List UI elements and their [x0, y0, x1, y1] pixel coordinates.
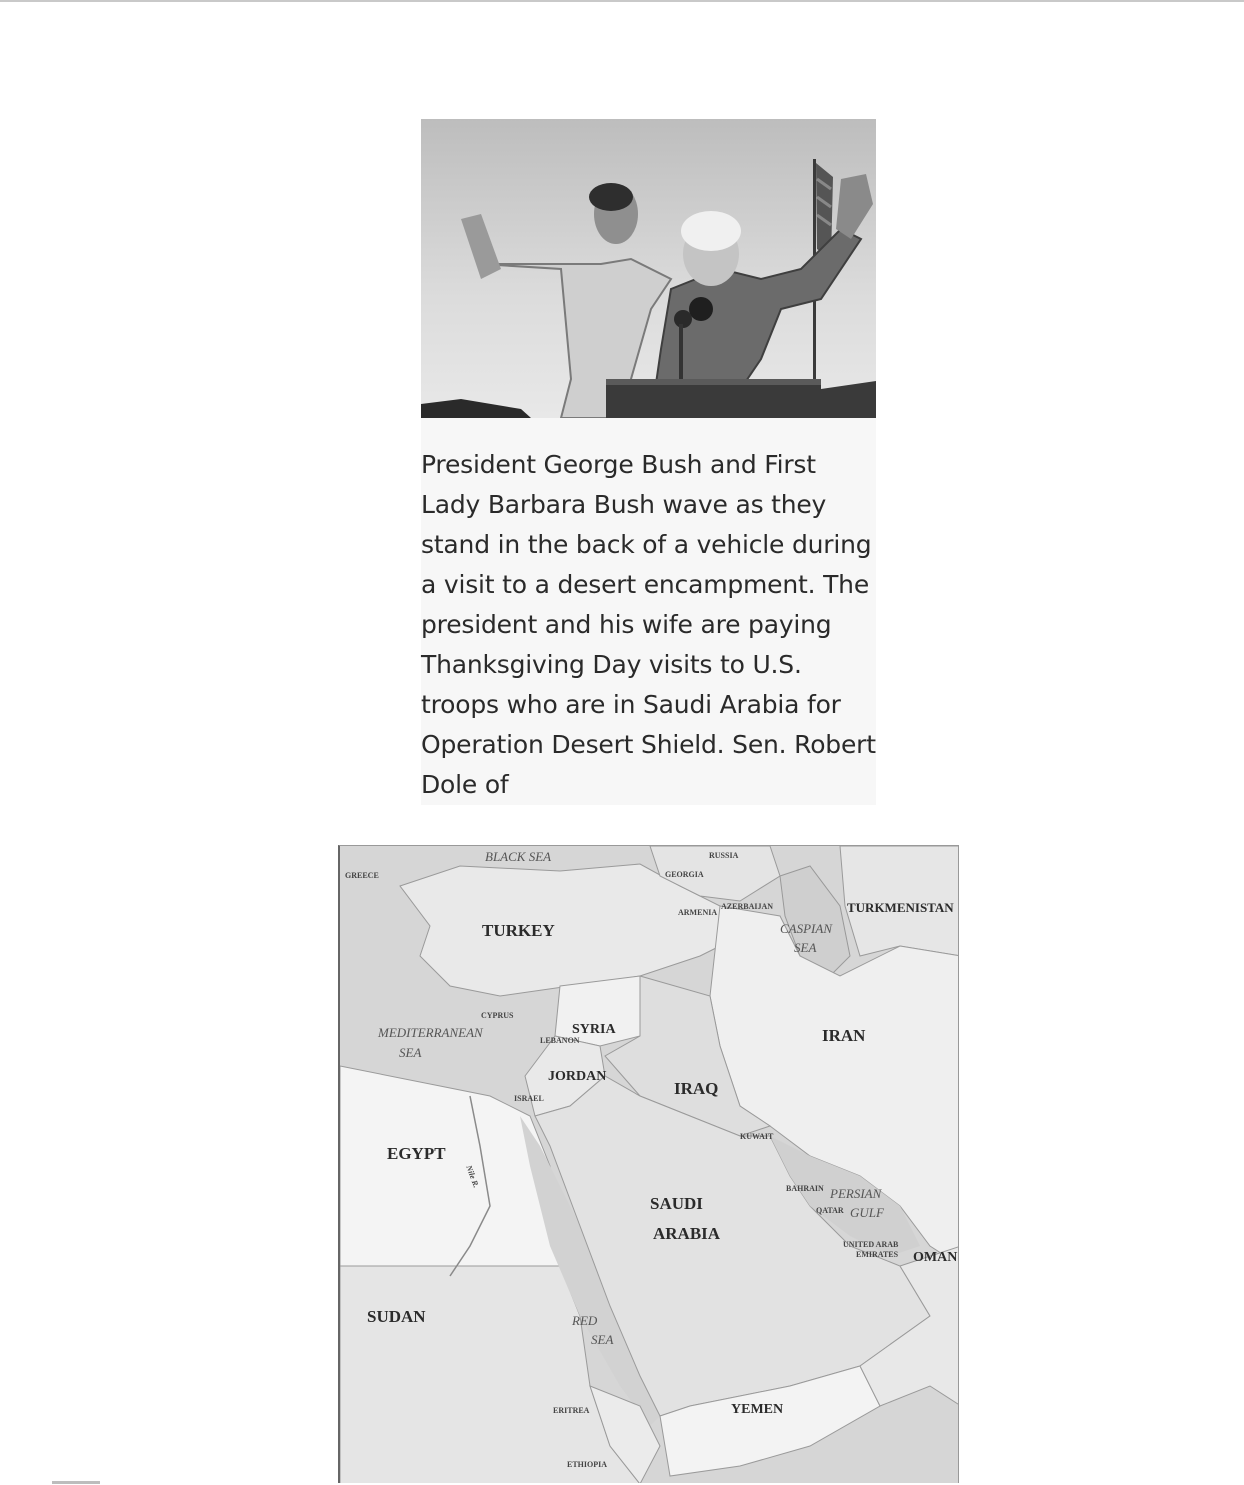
egypt-label: EGYPT — [387, 1144, 446, 1163]
russia-label: RUSSIA — [709, 851, 739, 860]
yemen-label: YEMEN — [731, 1402, 784, 1417]
bottom-edge-mark — [52, 1481, 100, 1484]
azerbaijan-label: AZERBAIJAN — [721, 902, 774, 911]
red-sea-label-line2: SEA — [591, 1332, 614, 1347]
black-sea-label: BLACK SEA — [485, 849, 552, 864]
syria-label: SYRIA — [572, 1022, 616, 1037]
sudan-label: SUDAN — [367, 1307, 426, 1326]
top-divider — [0, 0, 1244, 2]
mediterranean-label-line2: SEA — [399, 1045, 422, 1060]
persian-gulf-label-line1: PERSIAN — [830, 1186, 882, 1201]
bush-photo — [421, 119, 876, 418]
photo-illustration — [421, 119, 876, 418]
caspian-label-line2: SEA — [794, 940, 817, 955]
bahrain-label: BAHRAIN — [786, 1184, 824, 1193]
eritrea-label: ERITREA — [553, 1406, 590, 1415]
turkmenistan-label: TURKMENISTAN — [847, 900, 954, 915]
uae-label-line1: UNITED ARAB — [843, 1240, 899, 1249]
georgia-label: GEORGIA — [665, 870, 704, 879]
saudi-label-line2: ARABIA — [653, 1224, 721, 1243]
nile-label: Nile R. — [464, 1164, 481, 1189]
iraq-label: IRAQ — [674, 1079, 719, 1098]
mediterranean-label-line1: MEDITERRANEAN — [378, 1025, 483, 1040]
uae-label-line2: EMIRATES — [856, 1250, 899, 1259]
ethiopia-label: ETHIOPIA — [567, 1460, 608, 1469]
caspian-label-line1: CASPIAN — [780, 921, 832, 936]
kuwait-label: KUWAIT — [740, 1132, 774, 1141]
jordan-label: JORDAN — [548, 1069, 607, 1084]
armenia-label: ARMENIA — [678, 908, 718, 917]
lebanon-label: LEBANON — [540, 1036, 580, 1045]
photo-caption: President George Bush and First Lady Barbara Bush wave as they stand in the back of a vehicle during a visit to a desert encampment. The president and his wife are paying Thanksgiving Day visits to U.S. troops who are in Saudi Arabia for Operation Desert Shield. Sen. Robert Dole of — [421, 450, 876, 799]
israel-label: ISRAEL — [514, 1094, 544, 1103]
saudi-label-line1: SAUDI — [650, 1194, 703, 1213]
qatar-label: QATAR — [816, 1206, 844, 1215]
middle-east-map — [338, 845, 959, 1483]
persian-gulf-label-line2: GULF — [850, 1205, 884, 1220]
cyprus-label: CYPRUS — [481, 1011, 514, 1020]
red-sea-label-line1: RED — [572, 1313, 598, 1328]
iran-label: IRAN — [822, 1026, 866, 1045]
turkey-label: TURKEY — [482, 921, 555, 940]
map-shapes — [340, 846, 959, 1483]
oman-label: OMAN — [913, 1250, 958, 1265]
greece-label: GREECE — [345, 871, 379, 880]
